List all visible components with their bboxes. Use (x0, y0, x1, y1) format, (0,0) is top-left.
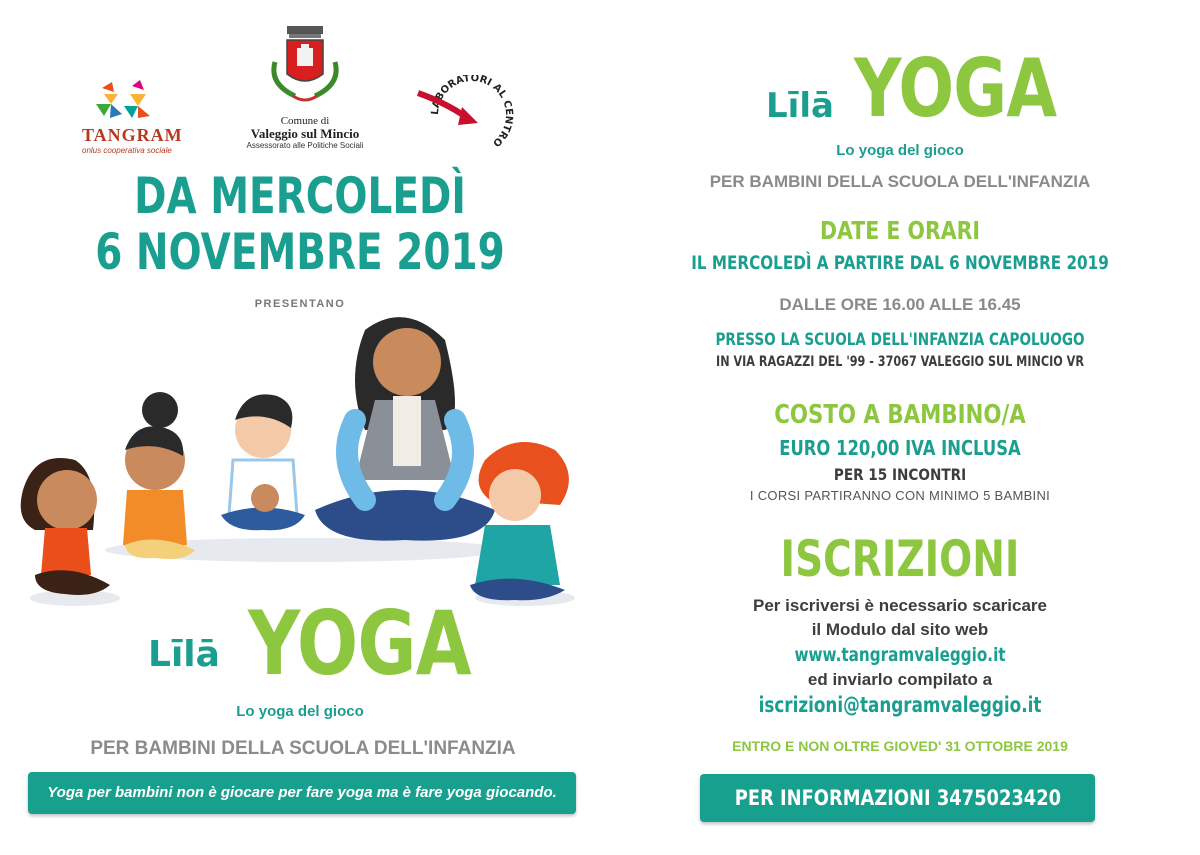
left-yoga-text: YOGA (248, 592, 471, 695)
right-audience: PER BAMBINI DELLA SCUOLA DELL'INFANZIA (709, 172, 1091, 191)
info-banner (700, 774, 1095, 822)
cost-price: EURO 120,00 IVA INCLUSA (779, 436, 1021, 460)
motto-text: Yoga per bambini non è giocare per fare yoga ma è fare yoga giocando. (47, 784, 557, 801)
info-text: PER INFORMAZIONI 3475023420 (734, 786, 1061, 810)
coat-of-arms-icon (265, 22, 345, 110)
svg-text:LABORATORI AL CENTRO (430, 75, 514, 148)
isc-website-link[interactable]: www.tangramvaleggio.it (794, 644, 1006, 666)
laboratori-text: LABORATORI AL CENTRO (429, 75, 515, 149)
comune-line2: Valeggio sul Mincio (250, 126, 360, 141)
place-line-2: IN VIA RAGAZZI DEL '99 - 37067 VALEGGIO SUL MINCIO VR (716, 354, 1084, 370)
laboratori-logo (416, 75, 526, 155)
left-tagline: Lo yoga del gioco (236, 703, 364, 720)
comune-logo (225, 22, 385, 152)
tangram-name: TANGRAM (82, 125, 183, 145)
cost-title: COSTO A BAMBINO/A (774, 400, 1026, 430)
iscrizioni-title: ISCRIZIONI (780, 530, 1020, 588)
isc-line-2: il Modulo dal sito web (811, 620, 989, 639)
left-audience: PER BAMBINI DELLA SCUOLA DELL'INFANZIA (90, 738, 516, 759)
right-tagline: Lo yoga del gioco (836, 142, 964, 159)
isc-email-link[interactable]: iscrizioni@tangramvaleggio.it (758, 693, 1042, 717)
right-yoga-wordmark (766, 38, 1066, 135)
comune-line1: Comune di (280, 115, 330, 127)
left-date-block (0, 168, 600, 280)
cost-sessions: PER 15 INCONTRI (833, 465, 967, 484)
left-yoga-wordmark (148, 592, 478, 698)
motto-banner (28, 772, 576, 814)
isc-line-3: ed inviarlo compilato a (807, 670, 993, 689)
right-lila-text: Līlā (766, 86, 834, 126)
deadline-line: ENTRO E NON OLTRE GIOVED' 31 OTTOBRE 2019 (732, 738, 1068, 754)
hours-line: DALLE ORE 16.00 ALLE 16.45 (779, 295, 1021, 314)
left-lila-text: Līlā (148, 634, 220, 675)
tangram-subtitle: onlus cooperativa sociale (82, 146, 172, 155)
children-yoga-illustration (15, 300, 595, 610)
date-line-2: 6 NOVEMBRE 2019 (95, 223, 505, 281)
right-yoga-text: YOGA (854, 42, 1057, 135)
dates-line: IL MERCOLEDÌ A PARTIRE DAL 6 NOVEMBRE 2019 (691, 252, 1109, 274)
place-line-1: PRESSO LA SCUOLA DELL'INFANZIA CAPOLUOGO (715, 330, 1085, 350)
laboratori-arrow-icon (416, 75, 526, 155)
date-line-1: DA MERCOLEDÌ (134, 167, 466, 225)
presentano-label: PRESENTANO (254, 298, 346, 310)
tangram-figures-icon (82, 80, 182, 122)
cost-note: I CORSI PARTIRANNO CON MINIMO 5 BAMBINI (749, 488, 1051, 503)
tangram-logo (82, 80, 183, 155)
isc-line-1: Per iscriversi è necessario scaricare (753, 596, 1047, 615)
comune-line3: Assessorato alle Politiche Sociali (246, 141, 364, 150)
dates-title: DATE E ORARI (819, 216, 981, 245)
right-flyer (600, 0, 1200, 855)
